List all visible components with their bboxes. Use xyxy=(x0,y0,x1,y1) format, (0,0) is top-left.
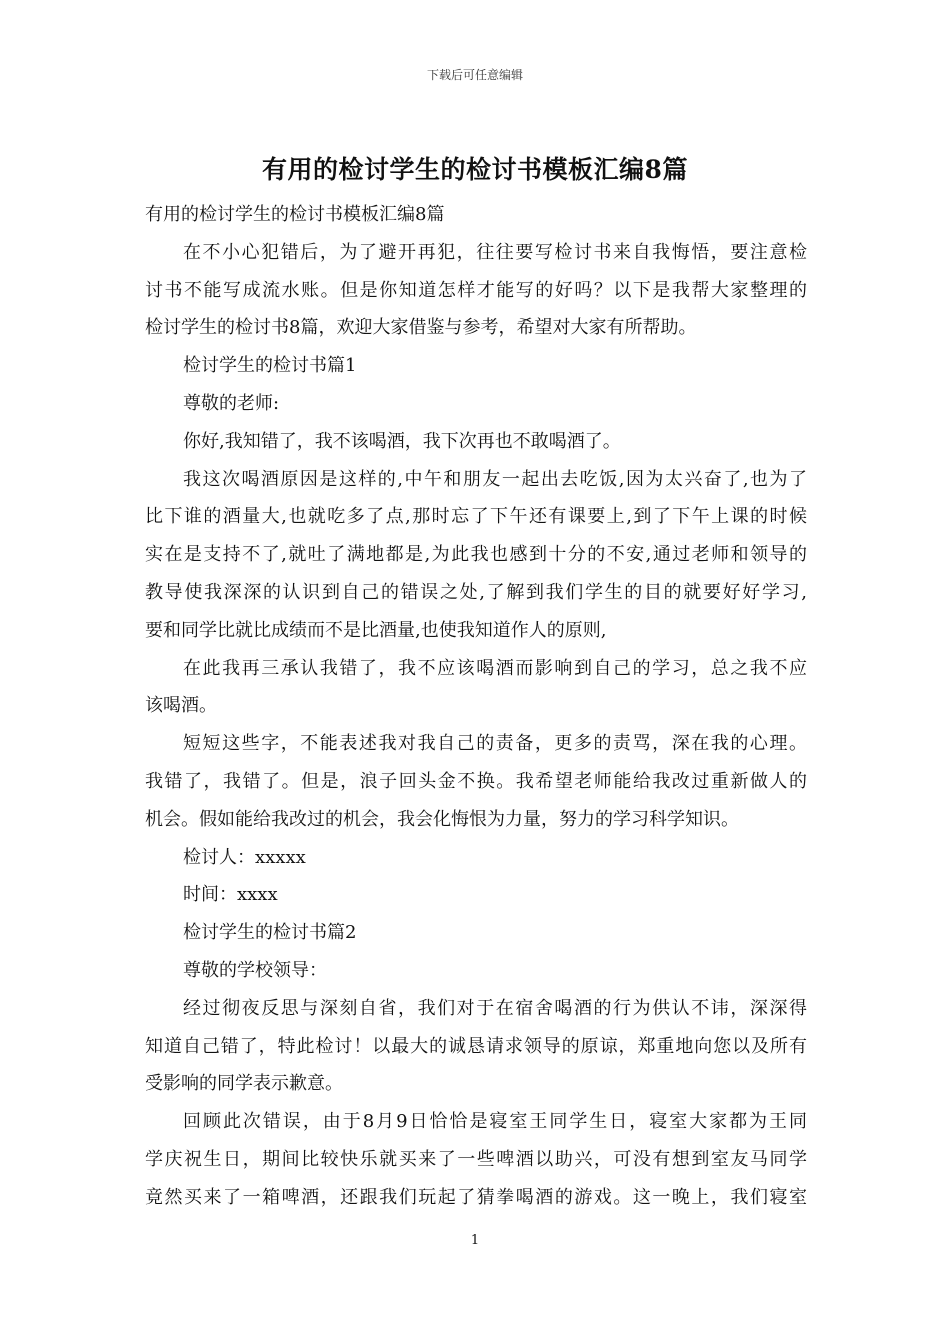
body-line-18: 检讨人：xxxxx xyxy=(183,846,306,868)
body-line-10: 实在是支持不了,就吐了满地都是,为此我也感到十分的不安,通过老师和领导的 xyxy=(145,544,807,566)
body-line-12: 要和同学比就比成绩而不是比酒量,也使我知道作人的原则, xyxy=(145,619,607,641)
body-line-8: 我这次喝酒原因是这样的,中午和朋友一起出去吃饭,因为太兴奋了,也为了 xyxy=(183,468,807,490)
body-line-13: 在此我再三承认我错了，我不应该喝酒而影响到自己的学习，总之我不应 xyxy=(183,657,807,679)
page-number: 1 xyxy=(470,1233,480,1248)
body-line-2: 在不小心犯错后，为了避开再犯，往往要写检讨书来自我悔悟，要注意检 xyxy=(183,241,807,263)
document-title: 有用的检讨学生的检讨书模板汇编8篇 xyxy=(262,155,688,184)
page-header: 下载后可任意编辑 xyxy=(426,68,523,82)
body-line-23: 知道自己错了，特此检讨！以最大的诚恳请求领导的原谅，郑重地向您以及所有 xyxy=(145,1035,807,1057)
body-line-14: 该喝酒。 xyxy=(145,695,217,717)
body-line-17: 机会。假如能给我改过的机会，我会化悔恨为力量，努力的学习科学知识。 xyxy=(145,808,739,830)
body-line-9: 比下谁的酒量大,也就吃多了点,那时忘了下午还有课要上,到了下午上课的时候 xyxy=(145,506,807,528)
body-line-27: 竟然买来了一箱啤酒，还跟我们玩起了猜拳喝酒的游戏。这一晚上，我们寝室 xyxy=(145,1186,807,1208)
body-line-25: 回顾此次错误，由于8月9日恰恰是寝室王同学生日，寝室大家都为王同 xyxy=(183,1111,807,1133)
body-line-15: 短短这些字，不能表述我对我自己的责备，更多的责骂，深在我的心理。 xyxy=(183,733,807,755)
body-line-20: 检讨学生的检讨书篇2 xyxy=(183,922,357,944)
body-line-16: 我错了，我错了。但是，浪子回头金不换。我希望老师能给我改过重新做人的 xyxy=(145,770,807,792)
body-line-4: 检讨学生的检讨书8篇，欢迎大家借鉴与参考，希望对大家有所帮助。 xyxy=(145,317,697,339)
body-line-7: 你好,我知错了，我不该喝酒，我下次再也不敢喝酒了。 xyxy=(183,430,621,452)
body-line-26: 学庆祝生日，期间比较快乐就买来了一些啤酒以助兴，可没有想到室友马同学 xyxy=(145,1148,807,1170)
body-line-5: 检讨学生的检讨书篇1 xyxy=(183,355,357,377)
body-line-1: 有用的检讨学生的检讨书模板汇编8篇 xyxy=(145,204,445,225)
body-line-22: 经过彻夜反思与深刻自省，我们对于在宿舍喝酒的行为供认不讳，深深得 xyxy=(183,997,807,1019)
body-line-6: 尊敬的老师: xyxy=(183,392,280,414)
body-line-19: 时间：xxxx xyxy=(183,884,278,906)
body-line-24: 受影响的同学表示歉意。 xyxy=(145,1073,343,1095)
body-line-21: 尊敬的学校领导： xyxy=(183,959,327,981)
document-body xyxy=(145,196,807,1217)
body-line-11: 教导使我深深的认识到自己的错误之处,了解到我们学生的目的就要好好学习, xyxy=(145,581,807,603)
body-line-3: 讨书不能写成流水账。但是你知道怎样才能写的好吗？以下是我帮大家整理的 xyxy=(145,279,807,301)
